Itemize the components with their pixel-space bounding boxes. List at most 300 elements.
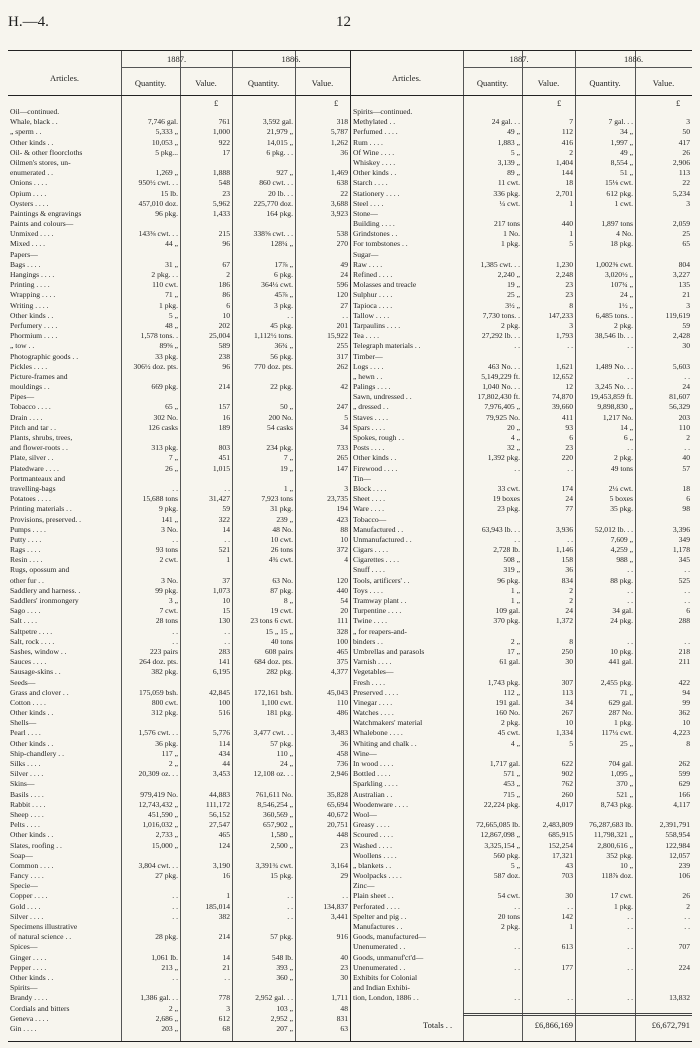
value-cell: 703 [561, 871, 573, 881]
quantity-cell: 200 No. [268, 412, 293, 422]
quantity-cell: 2 „ [510, 636, 520, 646]
value-cell: 685,915 [548, 830, 573, 840]
value-cell: 250 [561, 646, 573, 656]
quantity-cell: 10 „ [620, 860, 633, 870]
value-cell [181, 107, 230, 117]
value-cell: 3 [686, 117, 690, 127]
quantity-cell [233, 851, 293, 861]
articles-header: Articles. [49, 73, 80, 83]
quantity-cell [233, 983, 293, 993]
quantity-cell: 1,002⅜ cwt. [595, 259, 633, 269]
article-name: Refined . . . . [353, 270, 393, 279]
quantity-cell: 21,979 „ [266, 127, 293, 137]
quantity-cell: 3,477 cwt. . . [253, 728, 293, 738]
left-articles-column [10, 107, 120, 1034]
quantity-cell: 3,804 cwt. . . [138, 860, 178, 870]
article-name: Salt . . . . [10, 616, 38, 626]
quantity-cell: 22,224 pkg. [483, 799, 520, 809]
quantity-cell [122, 983, 178, 993]
totals-label: Totals . . [423, 1020, 453, 1030]
value-cell: 24 [565, 606, 573, 616]
quantity-cell: 988 „ [616, 555, 633, 565]
value-cell [523, 749, 573, 759]
value-cell: 23,735 [327, 494, 348, 504]
value-cell: 50 [682, 127, 690, 137]
article-name: Slates, roofing . . [10, 840, 62, 850]
quantity-cell: 7 cwt. [159, 606, 178, 616]
quantity-cell: 89⅝ „ [159, 341, 178, 351]
value-cell: . . [567, 534, 573, 544]
value-cell: 142 [561, 911, 573, 921]
article-name: Twine . . . . [353, 616, 388, 626]
value-cell [181, 219, 230, 229]
quantity-cell: 7,976,405 „ [484, 402, 520, 412]
article-name: Copper . . . . [10, 891, 48, 901]
article-name: Perfumery . . . . [10, 320, 58, 330]
quantity-cell [576, 352, 633, 362]
value-cell: . . [684, 443, 690, 453]
value-cell: 1,888 [212, 168, 230, 178]
value-header: Value. [537, 78, 560, 88]
value-cell: 135 [678, 280, 690, 290]
article-name: „ blankets . . [353, 860, 392, 870]
article-name: Ship-chandlery . . [10, 748, 64, 758]
quantity-cell: 23 tons 6 cwt. [250, 616, 293, 626]
article-name: Pumps . . . . [10, 524, 46, 534]
value-cell: 6,195 [212, 667, 230, 677]
value-cell: 5 [569, 239, 573, 249]
value-cell [181, 474, 230, 484]
quantity-cell: . . [627, 942, 633, 952]
right-value-1886-column [636, 107, 690, 1004]
quantity-cell: 36¾ „ [274, 341, 293, 351]
quantity-cell [122, 678, 178, 688]
quantity-cell: 27,292 lb. . . [481, 331, 520, 341]
value-cell: 4,377 [330, 667, 348, 677]
value-cell: 255 [336, 341, 348, 351]
totals-1886: £6,672,791 [651, 1020, 690, 1030]
article-name: Potatoes . . . . [10, 494, 51, 504]
article-name: Sago . . . . [10, 606, 41, 616]
value-cell: 96 [222, 361, 230, 371]
value-cell: 8 [569, 300, 573, 310]
quantity-cell: . . [514, 993, 520, 1003]
quantity-cell: 12,867,098 „ [480, 830, 520, 840]
article-name: Oil—continued. [10, 107, 60, 116]
article-name: binders . . [353, 636, 383, 646]
quantity-cell: 11 cwt. [497, 178, 520, 188]
quantity-cell: . . [514, 942, 520, 952]
quantity-cell [464, 881, 520, 891]
value-cell: 4,017 [555, 799, 573, 809]
value-cell: 5,962 [212, 198, 230, 208]
article-name: Pickles . . . . [10, 361, 48, 371]
quantity-cell: 2 pkg. [614, 453, 633, 463]
value-cell: . . [684, 922, 690, 931]
value-cell: 24 [682, 382, 690, 392]
value-cell: 174 [561, 483, 573, 493]
quantity-cell: . . [172, 911, 178, 921]
value-cell: 558,954 [665, 830, 690, 840]
quantity-cell: 87 pkg. [270, 585, 293, 595]
value-cell: 43 [565, 860, 573, 870]
value-cell [296, 678, 348, 688]
quantity-header: Quantity. [134, 78, 167, 88]
quantity-cell: 71 „ [165, 290, 178, 300]
quantity-cell: 1,112½ tons. [254, 331, 293, 341]
value-cell: 362 [678, 708, 690, 718]
quantity-cell: 1 „ [510, 596, 520, 605]
value-cell: 12,652 [552, 371, 573, 381]
quantity-cell [576, 250, 633, 260]
value-cell: 1,178 [672, 545, 690, 555]
quantity-cell: 2,500 „ [270, 840, 293, 850]
quantity-cell: 96 pkg. [155, 208, 178, 218]
quantity-cell: . . [514, 463, 520, 473]
article-name: Varnish . . . . [353, 657, 392, 667]
article-name: Starch . . . . [353, 178, 388, 188]
value-cell: 417 [678, 137, 690, 147]
quantity-cell: 20 tons [497, 911, 520, 921]
value-cell: . . [342, 310, 348, 320]
value-cell: 458 [336, 748, 348, 758]
quantity-cell: 3,325,154 „ [484, 840, 520, 850]
quantity-cell: 38,546 lb. . . [594, 331, 633, 341]
value-cell: 36 [340, 147, 348, 157]
quantity-cell: 213 „ [161, 962, 178, 972]
value-cell: 94 [682, 687, 690, 697]
value-cell: 194 [336, 504, 348, 514]
quantity-cell: 76,287,683 lb. [589, 820, 633, 830]
value-cell: 34 [565, 697, 573, 707]
value-cell: 2,059 [672, 219, 690, 229]
quantity-cell: 18 pkg. [610, 239, 633, 249]
value-cell: 5 [569, 738, 573, 748]
quantity-cell: 4¾ cwt. [268, 555, 293, 565]
value-cell: 65 [682, 239, 690, 249]
quantity-cell: 1,897 tons [601, 219, 633, 229]
quantity-cell: 1,997 „ [610, 137, 633, 147]
quantity-cell: 3,245 No. . . [595, 382, 633, 392]
value-cell: . . [684, 911, 690, 921]
quantity-cell [122, 718, 178, 728]
value-cell [636, 953, 690, 963]
value-cell: 211 [678, 657, 690, 667]
value-cell: 3,483 [330, 728, 348, 738]
quantity-cell: 45 cwt. [497, 728, 520, 738]
quantity-cell: 15 lb. [160, 188, 178, 198]
pound-sign: £ [334, 98, 339, 108]
article-name: Cigars . . . . [353, 545, 389, 555]
value-cell: 465 [218, 830, 230, 840]
value-cell: 922 [218, 137, 230, 147]
quantity-cell: 24 pkg. [610, 616, 633, 626]
value-cell: 521 [218, 545, 230, 555]
quantity-cell: 17 „ [507, 646, 520, 656]
quantity-cell: 7,923 tons [261, 494, 293, 504]
quantity-cell: 319 „ [503, 565, 520, 575]
quantity-cell: 141 „ [161, 514, 178, 524]
value-cell: 238 [218, 351, 230, 361]
quantity-cell: 10,053 „ [151, 137, 178, 147]
value-cell: . . [684, 565, 690, 575]
value-cell: 451 [218, 453, 230, 463]
value-cell: 2 [569, 585, 573, 595]
quantity-cell: 800 cwt. [151, 697, 178, 707]
quantity-cell [576, 627, 633, 637]
page-number: 12 [336, 14, 351, 30]
quantity-cell: . . [172, 626, 178, 636]
article-name: Gin . . . . [10, 1023, 37, 1033]
quantity-cell: 118⅞ doz. [601, 871, 633, 881]
quantity-cell: 313 pkg. [151, 443, 178, 453]
quantity-cell [464, 667, 520, 677]
value-cell: 317 [336, 351, 348, 361]
article-name: Manufactured . . [353, 524, 404, 534]
value-cell: 122,984 [665, 840, 690, 850]
value-cell: 22 [682, 178, 690, 188]
value-cell: 2,701 [555, 188, 573, 198]
article-name: tion, London, 1886 . . [353, 993, 419, 1003]
quantity-cell: 2 pkg. [501, 320, 520, 330]
article-name: Tapioca . . . . [353, 300, 393, 310]
value-cell: 59 [682, 320, 690, 330]
value-cell: 4 [344, 555, 348, 565]
quantity-cell: 657,902 „ [263, 820, 293, 830]
quantity-cell: 352 pkg. [606, 850, 633, 860]
value-cell: 411 [561, 412, 573, 422]
right-qty-1887-column [464, 107, 520, 1004]
value-cell: 3 [686, 300, 690, 310]
quantity-cell: 20 lb. . . [268, 188, 293, 198]
article-name: Of Wine . . . . [353, 147, 395, 157]
article-name: Sulphur . . . . [353, 290, 393, 300]
article-name: Paintings & engravings [10, 208, 82, 218]
quantity-cell [576, 953, 633, 963]
article-name: Woolpacks . . . . [353, 871, 402, 881]
quantity-cell: 88 pkg. [610, 575, 633, 585]
value-cell [181, 881, 230, 891]
quantity-cell: 457,010 doz. [138, 198, 178, 208]
value-cell: 270 [336, 239, 348, 249]
quantity-cell: 34 gal. [612, 606, 633, 616]
value-cell: 25 [682, 229, 690, 239]
article-name: Woollens . . . . [353, 850, 397, 860]
quantity-cell: 860 cwt. . . [259, 178, 293, 188]
quantity-cell: 63 No. [272, 575, 293, 585]
value-cell: 13,832 [669, 993, 690, 1003]
value-cell: . . [684, 371, 690, 381]
quantity-cell: 117¼ cwt. [601, 728, 633, 738]
article-name: Scoured . . . . [353, 830, 394, 840]
quantity-cell [464, 209, 520, 219]
quantity-cell [122, 392, 178, 402]
article-name: Sausage-skins . . [10, 667, 61, 677]
article-name: Mixed . . . . [10, 239, 46, 249]
value-cell: 186 [218, 280, 230, 290]
quantity-cell: . . [172, 483, 178, 493]
article-name: Exhibits for Colonial [353, 972, 418, 982]
article-name: Opium . . . . [10, 188, 47, 198]
article-name: Sheep . . . . [10, 809, 44, 819]
value-cell: 3,396 [672, 524, 690, 534]
quantity-cell: 1,580 „ [270, 830, 293, 840]
quantity-cell: 172,161 bsh. [253, 687, 293, 697]
quantity-cell [233, 433, 293, 443]
value-cell: 40 [682, 453, 690, 463]
quantity-cell: 7,746 gal. [147, 117, 178, 127]
value-cell: 42 [340, 382, 348, 392]
article-name: enumerated . . [10, 168, 54, 178]
quantity-cell: 950½ cwt. . . [138, 178, 178, 188]
value-cell: 1,433 [212, 208, 230, 218]
article-name: Cotton . . . . [10, 697, 46, 707]
value-cell: 30 [340, 972, 348, 982]
quantity-cell: 239 „ [276, 514, 293, 524]
article-name: Pelts . . . . [10, 820, 40, 830]
article-name: Sauces . . . . [10, 657, 47, 667]
value-cell: . . [567, 901, 573, 911]
value-cell: 119,619 [665, 310, 690, 320]
value-cell [636, 250, 690, 260]
quantity-cell [464, 973, 520, 983]
quantity-cell: 927 „ [276, 168, 293, 178]
quantity-cell [464, 932, 520, 942]
quantity-cell: . . [287, 891, 293, 901]
quantity-cell [122, 158, 178, 168]
quantity-cell: 1½ „ [618, 300, 633, 310]
quantity-cell: 89 „ [507, 168, 520, 178]
article-name: Unmanufactured . . [353, 534, 412, 544]
article-name: Other kinds . . [10, 830, 54, 840]
quantity-cell: 6 pkg. [274, 270, 293, 279]
article-name: Silver . . . . [10, 911, 44, 921]
value-cell [181, 433, 230, 443]
value-cell: 2 [569, 596, 573, 605]
value-cell: 18 [682, 483, 690, 493]
article-name: Molasses and treacle [353, 280, 417, 290]
quantity-cell [576, 749, 633, 759]
value-cell: 40 [340, 952, 348, 962]
quantity-cell [233, 250, 293, 260]
value-cell [523, 627, 573, 637]
value-cell: 158 [561, 555, 573, 565]
quantity-cell: . . [627, 596, 633, 605]
value-cell: 141 [218, 657, 230, 667]
article-name: Whiskey . . . . [353, 157, 396, 167]
quantity-cell: 979,419 No. [140, 789, 178, 799]
quantity-cell: 770 doz. pts. [254, 361, 293, 371]
quantity-cell [122, 474, 178, 484]
article-name: Common . . . . [10, 860, 54, 870]
value-cell [296, 851, 348, 861]
quantity-cell: 93 tons [155, 545, 178, 555]
value-cell [523, 474, 573, 484]
value-cell: . . [684, 596, 690, 605]
value-cell: 12,057 [669, 850, 690, 860]
value-cell [296, 565, 348, 575]
quantity-cell: . . [627, 636, 633, 646]
quantity-cell: 360 „ [276, 972, 293, 982]
quantity-cell: 441 gal. [608, 657, 633, 667]
article-name: and flower-roots . . [10, 443, 68, 453]
article-name: „ for reapers-and- [353, 626, 407, 636]
value-cell [296, 433, 348, 443]
value-cell: 247 [336, 402, 348, 412]
quantity-cell: 45⅞ „ [274, 290, 293, 300]
quantity-cell: 7,609 „ [610, 534, 633, 544]
value-cell [181, 942, 230, 952]
quantity-cell: . . [627, 565, 633, 575]
article-name: Watchmakers' material [353, 718, 423, 728]
article-name: „ hewn . . [353, 371, 383, 381]
left-value-1886-column [296, 107, 348, 1034]
value-cell: 23 [565, 290, 573, 300]
quantity-cell: 7 „ [283, 453, 293, 463]
quantity-cell: 223 pairs [149, 646, 178, 656]
article-name: Rabbit . . . . [10, 799, 46, 809]
value-cell: 27,547 [209, 820, 230, 830]
pound-sign: £ [214, 98, 219, 108]
quantity-cell: 48 No. [272, 524, 293, 534]
value-cell: 3,164 [330, 860, 348, 870]
quantity-cell: 33 cwt. [497, 483, 520, 493]
value-cell: 26 [682, 147, 690, 157]
value-cell: 434 [218, 748, 230, 758]
value-cell: 1,372 [555, 616, 573, 626]
quantity-cell: 181 pkg. [266, 708, 293, 718]
quantity-cell: 287 No. [608, 708, 633, 718]
value-cell [181, 922, 230, 932]
value-cell [523, 953, 573, 963]
article-name: Spokes, rough . . [353, 433, 405, 442]
value-cell: 612 [218, 1013, 230, 1023]
value-cell: 1,146 [555, 545, 573, 555]
article-name: Vegetables— [353, 667, 394, 677]
quantity-cell: 684 doz. pts. [254, 657, 293, 667]
value-cell: 916 [336, 932, 348, 942]
value-cell: 831 [336, 1013, 348, 1023]
value-cell: 3,227 [672, 270, 690, 279]
quantity-cell: 1,100 cwt. [261, 697, 293, 707]
quantity-cell: 360,569 „ [263, 809, 293, 819]
quantity-cell [233, 219, 293, 229]
value-header: Value. [652, 78, 675, 88]
value-cell: 2,248 [555, 270, 573, 279]
article-name: Timber— [353, 351, 383, 361]
quantity-cell: 63,943 lb. . . [481, 524, 520, 534]
value-cell: 177 [561, 962, 573, 972]
quantity-cell [233, 881, 293, 891]
quantity-cell: 32 „ [507, 443, 520, 453]
quantity-cell: . . [287, 310, 293, 320]
article-name: Pitch and tar . . [10, 422, 56, 432]
value-cell: 20 [340, 606, 348, 616]
quantity-cell: 14,015 „ [266, 137, 293, 147]
article-name: and Indian Exhibi- [353, 983, 410, 993]
quantity-cell: 7 „ [168, 453, 178, 463]
quantity-cell: . . [627, 911, 633, 921]
value-cell: . . [224, 626, 230, 636]
value-cell: 2 [686, 433, 690, 442]
article-name: Silver . . . . [10, 769, 44, 779]
quantity-cell: 45 pkg. [270, 320, 293, 330]
quantity-cell [122, 851, 178, 861]
right-value-1887-column [523, 107, 573, 1004]
quantity-cell: 107¾ „ [610, 280, 633, 290]
value-cell: 16 [222, 871, 230, 881]
quantity-cell: 79,925 No. [486, 412, 520, 422]
